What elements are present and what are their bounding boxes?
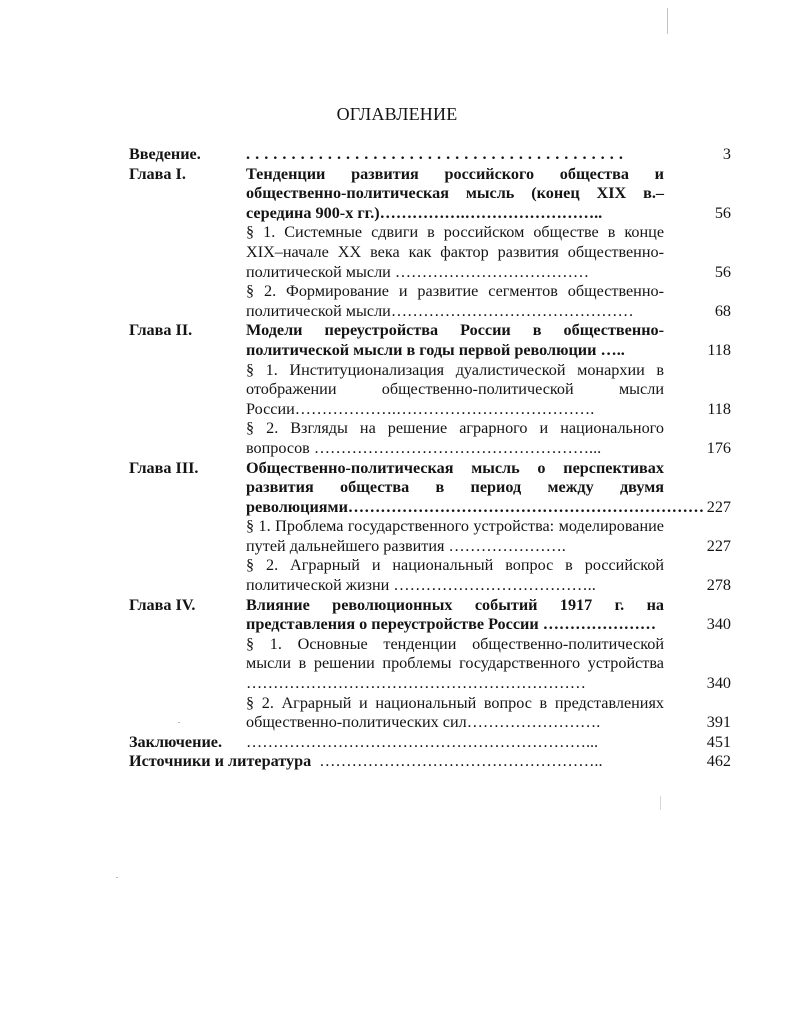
toc-label: Глава IV. (129, 595, 196, 614)
toc-dot-leader: …………………………………………….. (319, 752, 603, 771)
toc-title: § 2. Аграрный и национальный вопрос в представлениях общественно-политических сил……………………. (246, 693, 664, 732)
toc-label: Источники и литература (129, 752, 312, 771)
toc-page-number: 3 (722, 145, 731, 163)
toc-page-number: 227 (706, 536, 731, 555)
toc-entry-conclusion (129, 733, 731, 753)
toc-entry-chapter-2-section-2 (129, 419, 731, 458)
toc-title: § 2. Формирование и развитие сегментов общественно-политической мысли……………………………………… (246, 282, 664, 320)
toc-dot-leader: . . . . . . . . . . . . . . . . . . . . . . . . . . . . . . . . . . . . . . . . . . (246, 145, 624, 163)
toc-title: Влияние революционных событий 1917 г. на представления о переустройстве России ………………… (246, 595, 664, 634)
toc-entry-chapter-3 (129, 459, 731, 518)
scan-mark (116, 877, 118, 878)
toc-page-number: 176 (706, 438, 731, 457)
toc-page-number: 68 (714, 301, 731, 320)
toc-title: § 2. Аграрный и национальный вопрос в российской политической жизни ……………………………….. (246, 556, 664, 595)
toc-title: Общественно-политическая мысль о перспективах развития общества в период между двумя революциями………………………………………………………… (246, 458, 705, 516)
toc-entry-chapter-4-section-2 (129, 694, 731, 733)
toc-entry-chapter-3-section-2 (129, 556, 731, 595)
scan-mark (667, 8, 668, 34)
toc-page-number: 118 (707, 340, 731, 359)
toc-page-number: 278 (706, 576, 731, 595)
toc-page-number: 56 (714, 203, 731, 222)
toc-title: Тенденции развития российского общества и общественно-политическая мысль (конец XIX в.–середина 900-х гг.)…………….…………………….. (246, 164, 664, 222)
scan-mark (660, 796, 661, 810)
toc-entry-chapter-2 (129, 321, 731, 360)
toc-entry-chapter-1-section-2 (129, 282, 731, 321)
toc-page-number: 451 (706, 732, 731, 751)
toc-entry-chapter-4 (129, 596, 731, 635)
toc-title: § 2. Взгляды на решение аграрного и национального вопросов ……………………………………………... (246, 419, 664, 457)
toc-entry-chapter-4-section-1 (129, 635, 731, 694)
toc-title: Модели переустройства России в общественно-политической мысли в годы первой революции ….. (246, 321, 664, 359)
toc-entry-chapter-1-section-1 (129, 223, 731, 282)
toc-page-number: 227 (706, 497, 731, 516)
toc-label: Глава I. (129, 164, 186, 183)
toc-label: Введение. (129, 145, 201, 163)
toc-entry-chapter-2-section-1 (129, 361, 731, 420)
toc-page-number: 391 (706, 713, 731, 732)
toc-title: § 1. Проблема государственного устройства: моделирование путей дальнейшего развития …………………. (246, 517, 664, 555)
toc-page-number: 340 (706, 674, 731, 693)
toc-title: § 1. Институционализация дуалистической монархии в отображении общественно-политической мысли России……………….………………………………. (246, 360, 664, 418)
toc-entry-introduction (129, 145, 731, 165)
toc-page-number: 56 (714, 262, 731, 281)
toc-entry-chapter-1 (129, 165, 731, 224)
table-of-contents (129, 145, 731, 772)
toc-dot-leader: ………………………………………………………... (246, 732, 599, 751)
toc-title: § 1. Основные тенденции общественно-политической мысли в решении проблемы государственного устройства ……………………………………………………… (246, 634, 664, 693)
toc-label: Глава II. (129, 321, 193, 340)
toc-title: § 1. Системные сдвиги в российском обществе в конце XIX–начале XX века как фактор развития общественно-политической мысли ……………………………… (246, 223, 664, 281)
toc-entry-sources (129, 752, 731, 772)
page-title: ОГЛАВЛЕНИЕ (336, 104, 458, 124)
toc-entry-chapter-3-section-1 (129, 517, 731, 556)
toc-label: Глава III. (129, 458, 199, 477)
scan-mark (178, 722, 180, 723)
toc-page-number: 340 (706, 615, 731, 634)
toc-label: Заключение. (129, 732, 222, 751)
toc-page-number: 462 (706, 752, 731, 771)
toc-page-number: 118 (707, 399, 731, 418)
